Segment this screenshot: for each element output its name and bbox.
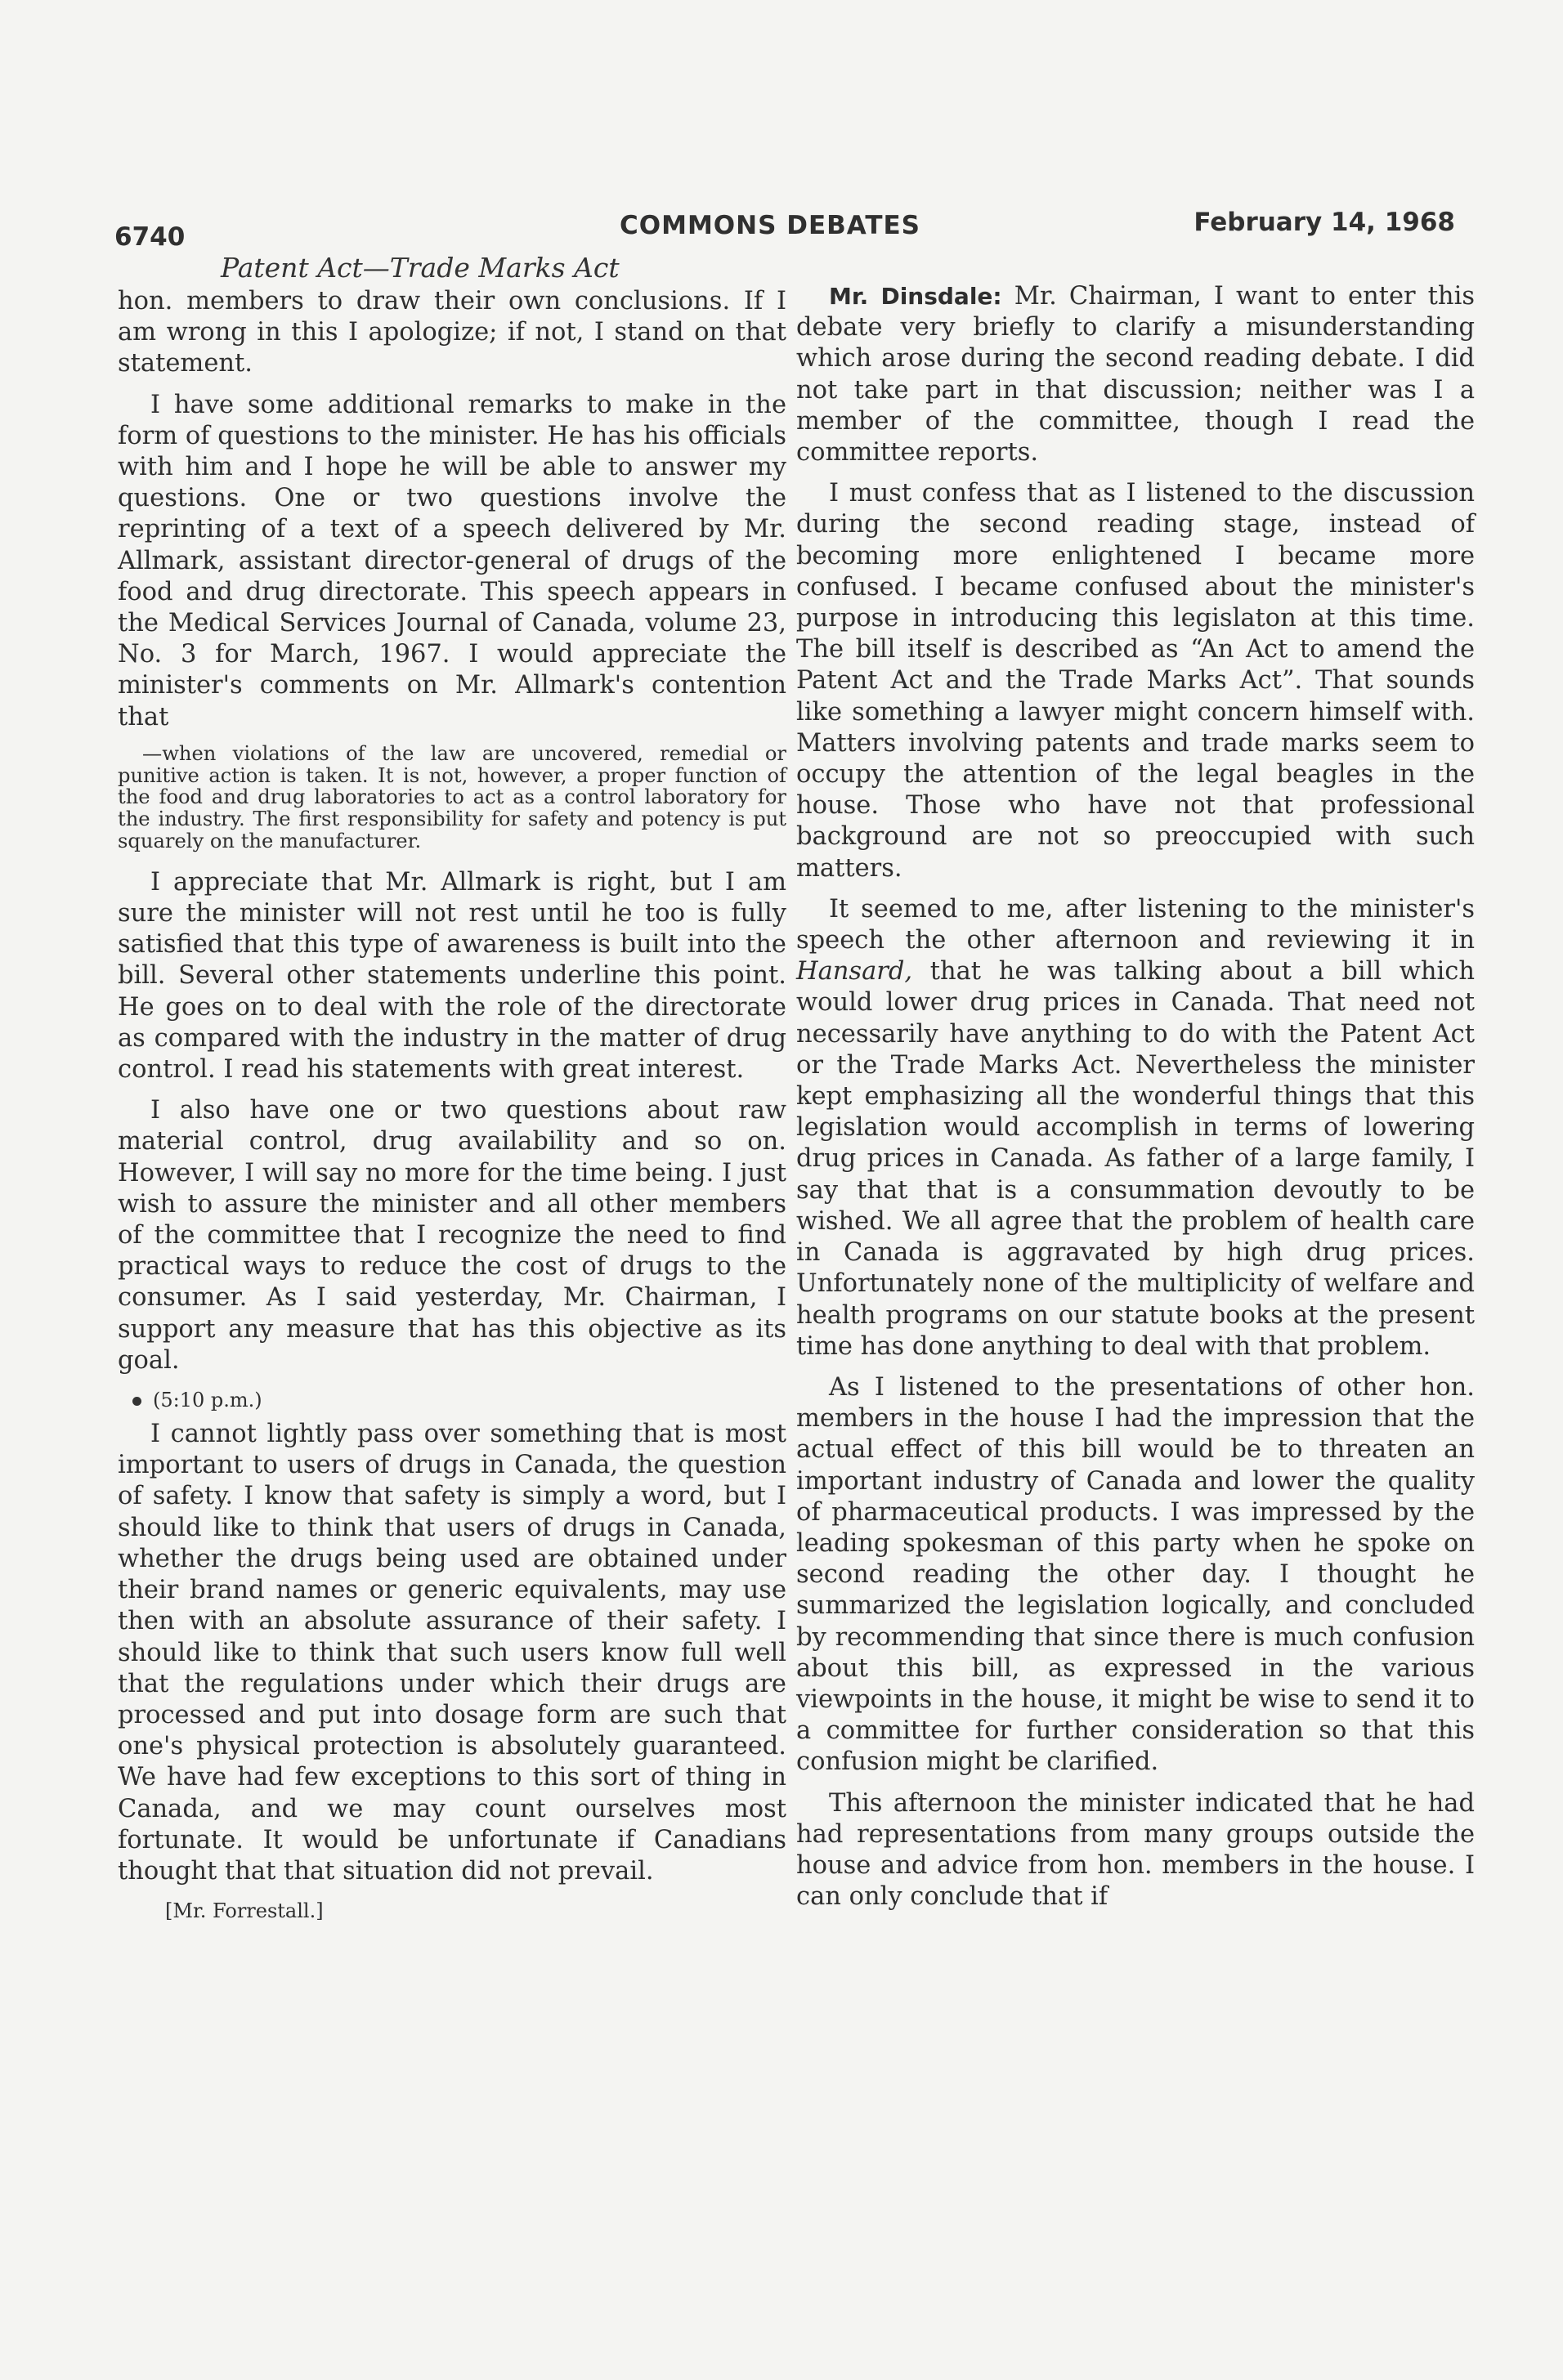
paragraph: As I listened to the presentations of other hon. members in the house I had the impression that the actual effect of this bill would be to threaten an important industry of Canada and lower the quality of pharmaceutical products. I was impressed by the leading spokesman of this party when he spoke on second reading the other day. I thought he summarized the legislation logically, and concluded by recommending that since there is much confusion about this bill, as expressed in the various viewpoints in the house, it might be wise to send it to a committee for further consideration so that this confusion might be clarified. bbox=[796, 1372, 1475, 1777]
publication-title: COMMONS DEBATES bbox=[620, 211, 920, 240]
block-quote: —when violations of the law are uncovered, remedial or punitive action is taken. It is not, however, a proper function of the food and drug laboratories to act as a control laboratory for the industry. The first responsibility for safety and potency is put squarely on the manufacturer. bbox=[118, 741, 786, 853]
paragraph: I must confess that as I listened to the discussion during the second reading stage, instead of becoming more enlightened I became more confused. I became confused about the minister's purpose in introducing this legislaton at this time. The bill itself is described as “An Act to amend the Patent Act and the Trade Marks Act”. That sounds like something a lawyer might concern himself with. Matters involving patents and trade marks seem to occupy the attention of the legal beagles in the house. Those who have not that professional background are not so preoccupied with such matters. bbox=[796, 479, 1475, 883]
paragraph-text: It seemed to me, after listening to the minister's speech the other afternoon and reviewing it in bbox=[796, 894, 1475, 955]
paragraph-text: that he was talking about a bill which would lower drug prices in Canada. That need not necessarily have anything to do with the Patent Act or the Trade Marks Act. Nevertheless the minister kept emphasizing all the wonderful things that this legislation would accomplish in terms of lowering drug prices in Canada. As father of a large family, I say that that is a consummation devoutly to be wished. We all agree that the problem of health care in Canada is aggravated by high drug prices. Unfortunately none of the multiplicity of welfare and health programs on our statute books at the present time has done anything to deal with that problem. bbox=[796, 957, 1475, 1361]
timestamp-text: (5:10 p.m.) bbox=[153, 1389, 262, 1412]
paragraph: I also have one or two questions about raw material control, drug availability and so on. However, I will say no more for the time being. I just wish to assure the minister and all other members of the committee that I recognize the need to find practical ways to reduce the cost of drugs to the consumer. As I said yesterday, Mr. Chairman, I support any measure that has this objective as its goal. bbox=[118, 1096, 786, 1375]
timestamp bbox=[132, 1386, 786, 1414]
speaker-reference: [Mr. Forrestall.] bbox=[165, 1899, 324, 1923]
paragraph: I have some additional remarks to make in the form of questions to the minister. He has his officials with him and I hope he will be able to answer my questions. One or two questions involve the reprinting of a text of a speech delivered by Mr. Allmark, assistant director-general of drugs of the food and drug directorate. This speech appears in the Medical Services Journal of Canada, volume 23, No. 3 for March, 1967. I would appreciate the minister's comments on Mr. Allmark's contention that bbox=[118, 390, 786, 731]
paragraph: hon. members to draw their own conclusions. If I am wrong in this I apologize; if not, I stand on that statement. bbox=[118, 287, 786, 378]
paragraph: I appreciate that Mr. Allmark is right, but I am sure the minister will not rest until he too is fully satisfied that this type of awareness is built into the bill. Several other statements underline this point. He goes on to deal with the role of the directorate as compared with the industry in the matter of drug control. I read his statements with great interest. bbox=[118, 867, 786, 1085]
italic-text: Hansard, bbox=[796, 957, 913, 986]
page-header bbox=[114, 208, 1455, 252]
publication-date: February 14, 1968 bbox=[1194, 208, 1455, 237]
page-number: 6740 bbox=[114, 222, 186, 252]
paragraph-text: Mr. Chairman, I want to enter this debate very briefly to clarify a misunderstanding which arose during the second reading debate. I did not take part in that discussion; neither was I a member of the committee, though I read the committee reports. bbox=[796, 282, 1475, 468]
right-column bbox=[796, 281, 1475, 1922]
paragraph bbox=[796, 281, 1475, 468]
paragraph bbox=[796, 894, 1475, 1362]
left-column bbox=[118, 286, 786, 1925]
speaker-name: Mr. Dinsdale: bbox=[829, 283, 1002, 310]
paragraph: This afternoon the minister indicated that he had had representations from many groups outside the house and advice from hon. members in the house. I can only conclude that if bbox=[796, 1788, 1475, 1912]
bullet-icon bbox=[132, 1397, 141, 1406]
paragraph: I cannot lightly pass over something that is most important to users of drugs in Canada, the question of safety. I know that safety is simply a word, but I should like to think that users of drugs in Canada, whether the drugs being used are obtained under their brand names or generic equivalents, may use then with an absolute assurance of their safety. I should like to think that such users know full well that the regulations under which their drugs are processed and put into dosage form are such that one's physical protection is absolutely guaranteed. We have had few exceptions to this sort of thing in Canada, and we may count ourselves most fortunate. It would be unfortunate if Canadians thought that that situation did not prevail. bbox=[118, 1420, 786, 1886]
running-title: Patent Act—Trade Marks Act bbox=[221, 252, 620, 284]
